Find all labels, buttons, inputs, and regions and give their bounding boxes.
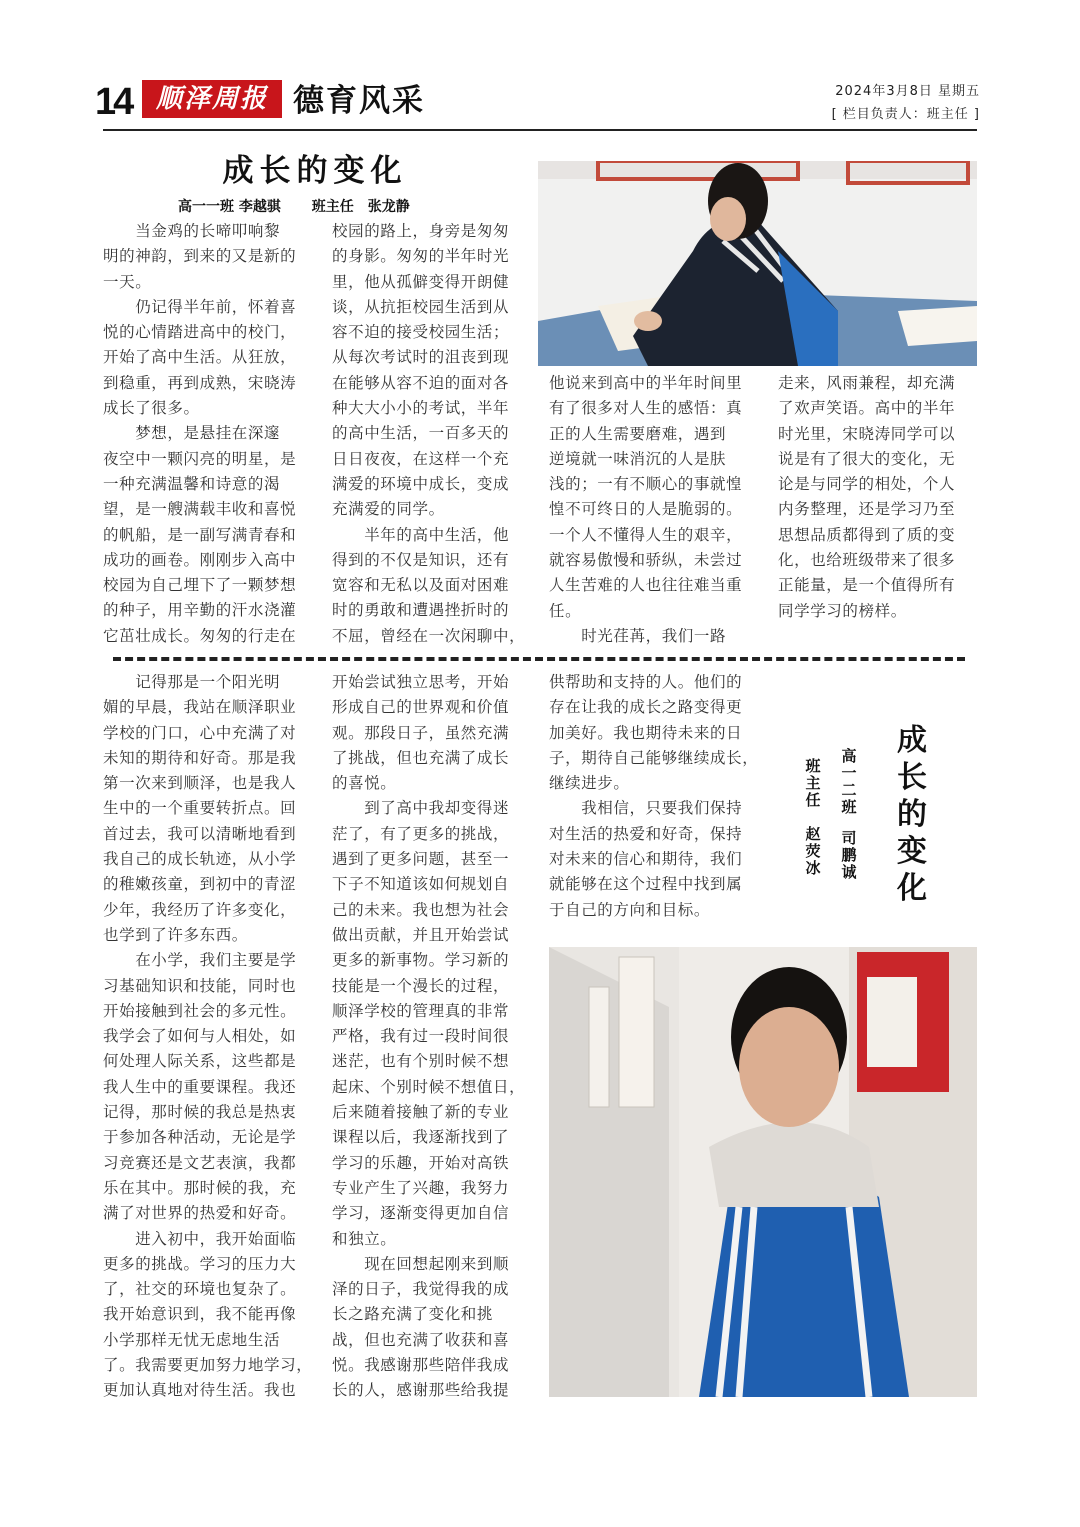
text-line: 任。 [549, 601, 582, 620]
text-line: 悦。我感谢那些陪伴我成 [332, 1356, 510, 1375]
text-line: 容不迫的接受校园生活； [332, 323, 510, 342]
text-line: 有了很多对人生的感悟：真 [549, 399, 743, 418]
text-line: 进入初中，我开始面临 [103, 1229, 297, 1248]
text-line: 校园的路上，身旁是匆匆 [332, 222, 510, 240]
text-line: 满了对世界的热爱和好奇。 [103, 1204, 297, 1223]
text-line: 记得，那时候的我总是热衷 [103, 1103, 297, 1122]
text-line: 开始接触到社会的多元性。 [103, 1001, 297, 1020]
text-line: 论是与同学的相处，个人 [778, 475, 956, 494]
text-line: 逆境就一味消沉的人是肤 [549, 449, 727, 468]
text-line: 一种充满温馨和诗意的渴 [103, 474, 281, 493]
text-line: 了。我需要更加努力地学习， [103, 1356, 313, 1375]
article1-teacher: 班主任 张龙静 [311, 199, 410, 215]
text-line: 己的未来。我也想为社会 [332, 900, 510, 919]
text-line: 到稳重，再到成熟，宋晓涛 [103, 373, 297, 392]
text-line: 内务整理，还是学习乃至 [778, 500, 956, 519]
text-line: 正的人生需要磨难，遇到 [549, 424, 727, 443]
text-line: 学校的门口，心中充满了对 [103, 723, 297, 742]
text-line: 的种子，用辛勤的汗水浇灌 [103, 601, 297, 620]
text-line: 何处理人际关系，这些都是 [103, 1052, 297, 1071]
text-line: 走来，风雨兼程，却充满 [778, 374, 956, 392]
text-line: 半年的高中生活，他 [332, 525, 510, 544]
article2-column-3 [549, 670, 758, 923]
text-line: 成功的画卷。刚刚步入高中 [103, 550, 297, 569]
text-line: 当金鸡的长啼叩响黎 [103, 222, 281, 240]
text-line: 严格，我有过一段时间很 [332, 1027, 510, 1046]
text-line: 泽的日子，我觉得我的成 [332, 1280, 510, 1299]
text-line: 同学学习的榜样。 [778, 601, 907, 620]
text-line: 观。那段日子，虽然充满 [332, 723, 510, 742]
text-line: 里，他从孤僻变得开朗健 [332, 272, 510, 291]
text-line: 学习，逐渐变得更加自信 [332, 1204, 510, 1223]
text-line: 正能量，是一个值得所有 [778, 576, 956, 595]
text-line: 仍记得半年前，怀着喜 [103, 297, 297, 316]
article2-title-vertical: 成长的变化 [897, 723, 927, 906]
text-line: 迷茫，也有个别时候不想 [332, 1052, 510, 1071]
article2-column-2 [332, 670, 525, 1404]
text-line: 技能是一个漫长的过程， [332, 976, 510, 995]
text-line: 媚的早晨，我站在顺泽职业 [103, 698, 297, 717]
text-line: 我人生中的重要课程。我还 [103, 1077, 297, 1096]
text-line: 望，是一艘满载丰收和喜悦 [103, 500, 297, 519]
text-line: 一个人不懂得人生的艰辛， [549, 525, 743, 544]
text-line: 起床、个别时候不想值日， [332, 1077, 526, 1096]
text-line: 夜空中一颗闪亮的明星，是 [103, 449, 297, 468]
text-line: 人生苦难的人也往往难当重 [549, 576, 743, 595]
text-line: 乐在其中。那时候的我，充 [103, 1178, 297, 1197]
text-line: 更加认真地对待生活。我也 [103, 1381, 297, 1400]
text-line: 专业产生了兴趣，我努力 [332, 1178, 510, 1197]
text-line: 浅的；一有不顺心的事就惶 [549, 475, 743, 494]
text-line: 于自己的方向和目标。 [549, 900, 711, 919]
article2-author-name: 司鹏诚 [841, 829, 857, 881]
text-line: 记得那是一个阳光明 [103, 673, 281, 691]
text-line: 日日夜夜，在这样一个充 [332, 449, 510, 468]
text-line: 生中的一个重要转折点。回 [103, 799, 297, 818]
text-line: 长的人，感谢那些给我提 [332, 1381, 510, 1400]
text-line: 在小学，我们主要是学 [103, 951, 297, 970]
text-line: 满爱的环境中成长，变成 [332, 474, 510, 493]
text-line: 战，但也充满了收获和喜 [332, 1330, 510, 1349]
text-line: 继续进步。 [549, 774, 630, 793]
text-line: 一天。 [103, 272, 152, 291]
text-line: 他说来到高中的半年时间里 [549, 374, 743, 392]
text-line: 课程以后，我逐渐找到了 [332, 1128, 510, 1147]
text-line: 明的神韵，到来的又是新的 [103, 247, 297, 266]
article2-teacher-name: 赵荧冰 [805, 825, 821, 877]
text-line: 校园为自己埋下了一颗梦想 [103, 576, 297, 595]
text-line: 了挑战，但也充满了成长 [332, 748, 510, 767]
text-line: 梦想，是悬挂在深邃 [103, 424, 281, 443]
article1-column-1 [103, 219, 296, 649]
text-line: 首过去，我可以清晰地看到 [103, 824, 297, 843]
student-writing-photo [538, 161, 977, 366]
article1-title: 成长的变化 [222, 153, 408, 189]
text-line: 的喜悦。 [332, 774, 397, 793]
text-line: 了，社交的环境也复杂了。 [103, 1280, 297, 1299]
article1-column-4 [778, 371, 955, 624]
text-line: 悦的心情踏进高中的校门， [103, 323, 297, 342]
text-line: 供帮助和支持的人。他们的 [549, 673, 743, 691]
text-line: 说是有了很大的变化，无 [778, 449, 956, 468]
text-line: 学习的乐趣，开始对高铁 [332, 1153, 510, 1172]
text-line: 少年，我经历了许多变化， [103, 900, 297, 919]
column-editor: [ 栏目负责人：班主任 ] [831, 107, 980, 122]
article2-teacher-label: 班主任 [805, 757, 821, 809]
section-divider-dashed [113, 657, 965, 661]
text-line: 的帆船，是一副写满青春和 [103, 525, 297, 544]
text-line: 第一次来到顺泽，也是我人 [103, 774, 297, 793]
text-line: 对未来的信心和期待，我们 [549, 850, 743, 869]
text-line: 做出贡献，并且开始尝试 [332, 925, 510, 944]
text-line: 后来随着接触了新的专业 [332, 1103, 510, 1122]
text-line: 长之路充满了变化和挑 [332, 1305, 494, 1324]
text-line: 了欢声笑语。高中的半年 [778, 399, 956, 418]
text-line: 它茁壮成长。匆匆的行走在 [103, 626, 297, 645]
text-line: 种大大小小的考试，半年 [332, 399, 510, 418]
text-line: 下子不知道该如何规划自 [332, 875, 510, 894]
text-line: 化，也给班级带来了很多 [778, 551, 956, 570]
newspaper-masthead-logo: 顺泽周报 [142, 80, 282, 118]
article2-author-class: 高一二班 [841, 747, 857, 816]
article1-column-3 [549, 371, 742, 649]
text-line: 习竞赛还是文艺表演，我都 [103, 1153, 297, 1172]
text-line: 现在回想起刚来到顺 [332, 1254, 510, 1273]
text-line: 开始了高中生活。从狂放， [103, 348, 297, 367]
article1-author: 高一一班 李越骐 [178, 199, 281, 215]
section-title: 德育风采 [293, 83, 425, 119]
text-line: 在能够从容不迫的面对各 [332, 373, 510, 392]
text-line: 得到的不仅是知识，还有 [332, 550, 510, 569]
text-line: 我自己的成长轨迹，从小学 [103, 850, 297, 869]
text-line: 我学会了如何与人相处，如 [103, 1027, 297, 1046]
text-line: 不屈，曾经在一次闲聊中， [332, 626, 526, 645]
text-line: 从每次考试时的沮丧到现 [332, 348, 510, 367]
text-line: 谈，从抗拒校园生活到从 [332, 297, 510, 316]
text-line: 思想品质都得到了质的变 [778, 525, 956, 544]
text-line: 存在让我的成长之路变得更 [549, 698, 743, 717]
text-line: 成长了很多。 [103, 399, 200, 418]
text-line: 我相信，只要我们保持 [549, 799, 743, 818]
text-line: 时的勇敢和遭遇挫折时的 [332, 601, 510, 620]
text-line: 开始尝试独立思考，开始 [332, 673, 510, 691]
text-line: 的稚嫩孩童，到初中的青涩 [103, 875, 297, 894]
issue-date: 2024年3月8日 星期五 [835, 84, 980, 99]
text-line: 的身影。匆匆的半年时光 [332, 247, 510, 266]
text-line: 时光荏苒，我们一路 [549, 626, 727, 645]
text-line: 更多的挑战。学习的压力大 [103, 1254, 297, 1273]
text-line: 到了高中我却变得迷 [332, 799, 510, 818]
text-line: 未知的期待和好奇。那是我 [103, 748, 297, 767]
text-line: 就能够在这个过程中找到属 [549, 875, 743, 894]
text-line: 宽容和无私以及面对困难 [332, 576, 510, 595]
text-line: 我开始意识到，我不能再像 [103, 1305, 297, 1324]
text-line: 形成自己的世界观和价值 [332, 698, 510, 717]
text-line: 更多的新事物。学习新的 [332, 951, 510, 970]
text-line: 习基础知识和技能，同时也 [103, 976, 297, 995]
text-line: 也学到了许多东西。 [103, 925, 248, 944]
article1-column-2 [332, 219, 525, 649]
text-line: 对生活的热爱和好奇，保持 [549, 824, 743, 843]
text-line: 加美好。我也期待未来的日 [549, 723, 743, 742]
text-line: 于参加各种活动，无论是学 [103, 1128, 297, 1147]
header-divider [103, 129, 977, 131]
text-line: 的高中生活，一百多天的 [332, 424, 510, 443]
article1-byline [178, 196, 436, 216]
page-number: 14 [95, 81, 132, 123]
text-line: 时光里，宋晓涛同学可以 [778, 424, 956, 443]
text-line: 就容易傲慢和骄纵，未尝过 [549, 551, 743, 570]
text-line: 遇到了更多问题，甚至一 [332, 850, 510, 869]
text-line: 茫了，有了更多的挑战， [332, 824, 510, 843]
text-line: 子，期待自己能够继续成长， [549, 748, 759, 767]
text-line: 充满爱的同学。 [332, 500, 445, 519]
article2-column-1 [103, 670, 312, 1404]
text-line: 惶不可终日的人是脆弱的。 [549, 500, 743, 519]
text-line: 小学那样无忧无虑地生活 [103, 1330, 281, 1349]
text-line: 和独立。 [332, 1229, 397, 1248]
text-line: 顺泽学校的管理真的非常 [332, 1001, 510, 1020]
student-portrait-photo [549, 947, 977, 1397]
